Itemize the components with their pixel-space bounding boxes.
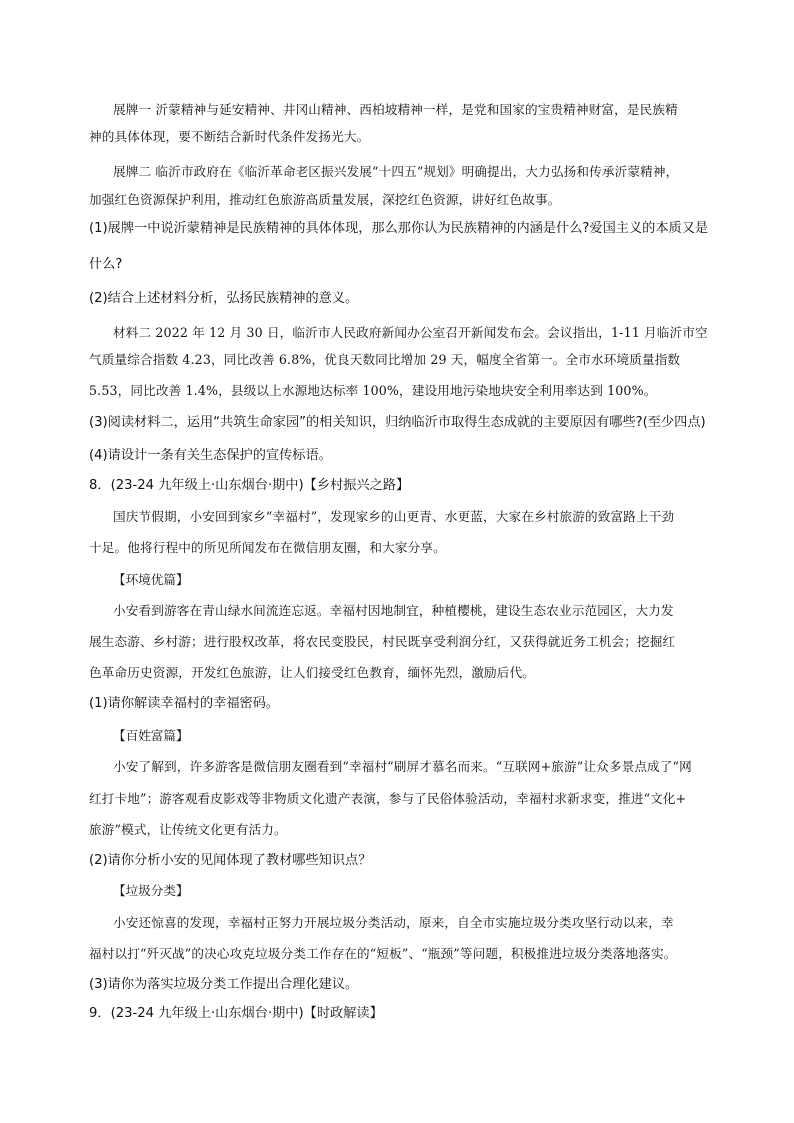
question-8-intro-line-2: 十足。他将行程中的所见所闻发布在微信朋友圈，和大家分享。	[89, 540, 446, 555]
question-1-line-2: 什么?	[89, 257, 123, 272]
exhibit-one-line-2: 神的具体体现，要不断结合新时代条件发扬光大。	[89, 129, 370, 144]
question-9-heading: 9．(23-24 九年级上·山东烟台·期中)【时政解读】	[89, 1006, 383, 1021]
section-environment-line-1: 小安看到游客在青山绿水间流连忘返。幸福村因地制宜，种植樱桃，建设生态农业示范园区，大力发	[113, 603, 674, 618]
material-two-line-3: 5.53，同比改善 1.4%，县级以上水源地达标率 100%，建设用地污染地块安全利用率达到 100%。	[89, 383, 657, 398]
exhibit-one-line-1: 展牌一 沂蒙精神与延安精神、井冈山精神、西柏坡精神一样，是党和国家的宝贵精神财富，是民族精	[113, 102, 678, 117]
material-two-line-2: 气质量综合指数 4.23，同比改善 6.8%，优良天数同比增加 29 天，幅度全省第一。全市水环境质量指数	[89, 352, 681, 367]
question-8-heading: 8．(23-24 九年级上·山东烟台·期中)【乡村振兴之路】	[89, 478, 410, 493]
question-1-line-1: (1)展牌一中说沂蒙精神是民族精神的具体体现，那么那你认为民族精神的内涵是什么?爱国主义的本质又是	[89, 221, 709, 236]
question-3: (3)阅读材料二，运用“共筑生命家园”的相关知识，归纳临沂市取得生态成就的主要原因有哪些?(至少四点)	[89, 415, 706, 430]
question-2: (2)结合上述材料分析，弘扬民族精神的意义。	[89, 291, 359, 306]
section-environment-title: 【环境优篇】	[113, 572, 189, 587]
section-prosperity-title: 【百姓富篇】	[113, 728, 189, 743]
section-prosperity-line-3: 旅游”模式，让传统文化更有活力。	[89, 822, 287, 837]
question-8-2: (2)请你分析小安的见闻体现了教材哪些知识点？	[89, 853, 372, 868]
question-8-3: (3)请你为落实垃圾分类工作提出合理化建议。	[89, 977, 359, 992]
section-garbage-title: 【垃圾分类】	[113, 883, 189, 898]
section-garbage-line-2: 福村以打“歼灭战”的决心攻克垃圾分类工作存在的“短板”、“瓶颈”等问题，积极推进垃圾分类落地落实。	[89, 946, 677, 961]
section-garbage-line-1: 小安还惊喜的发现，幸福村正努力开展垃圾分类活动，原来，自全市实施垃圾分类攻坚行动以来，幸	[113, 915, 674, 930]
section-environment-line-2: 展生态游、乡村游；进行股权改革，将农民变股民，村民既享受利润分红，又获得就近务工机会；挖掘红	[89, 634, 676, 649]
question-4: (4)请设计一条有关生态保护的宣传标语。	[89, 448, 332, 463]
exhibit-two-line-1: 展牌二 临沂市政府在《临沂革命老区振兴发展“十四五”规划》明确提出，大力弘扬和传承沂蒙精神，	[113, 164, 679, 179]
section-environment-line-3: 色革命历史资源，开发红色旅游，让人们接受红色教育，缅怀先烈，激励后代。	[89, 665, 536, 680]
question-8-1: (1)请你解读幸福村的幸福密码。	[89, 696, 280, 711]
question-8-intro-line-1: 国庆节假期，小安回到家乡“幸福村”，发现家乡的山更青、水更蓝，大家在乡村旅游的致富路上干劲	[113, 509, 675, 524]
material-two-line-1: 材料二 2022 年 12 月 30 日，临沂市人民政府新闻办公室召开新闻发布会。会议指出，1-11 月临沂市空	[113, 325, 708, 340]
exhibit-two-line-2: 加强红色资源保护利用，推动红色旅游高质量发展，深挖红色资源，讲好红色故事。	[89, 192, 561, 207]
section-prosperity-line-1: 小安了解到，许多游客是微信朋友圈看到“幸福村”刷屏才慕名而来。“互联网+旅游”让众多景点成了“网	[113, 759, 692, 774]
section-prosperity-line-2: 红打卡地”；游客观看皮影戏等非物质文化遗产表演，参与了民俗体验活动，幸福村求新求变，推进“文化+	[89, 791, 687, 806]
